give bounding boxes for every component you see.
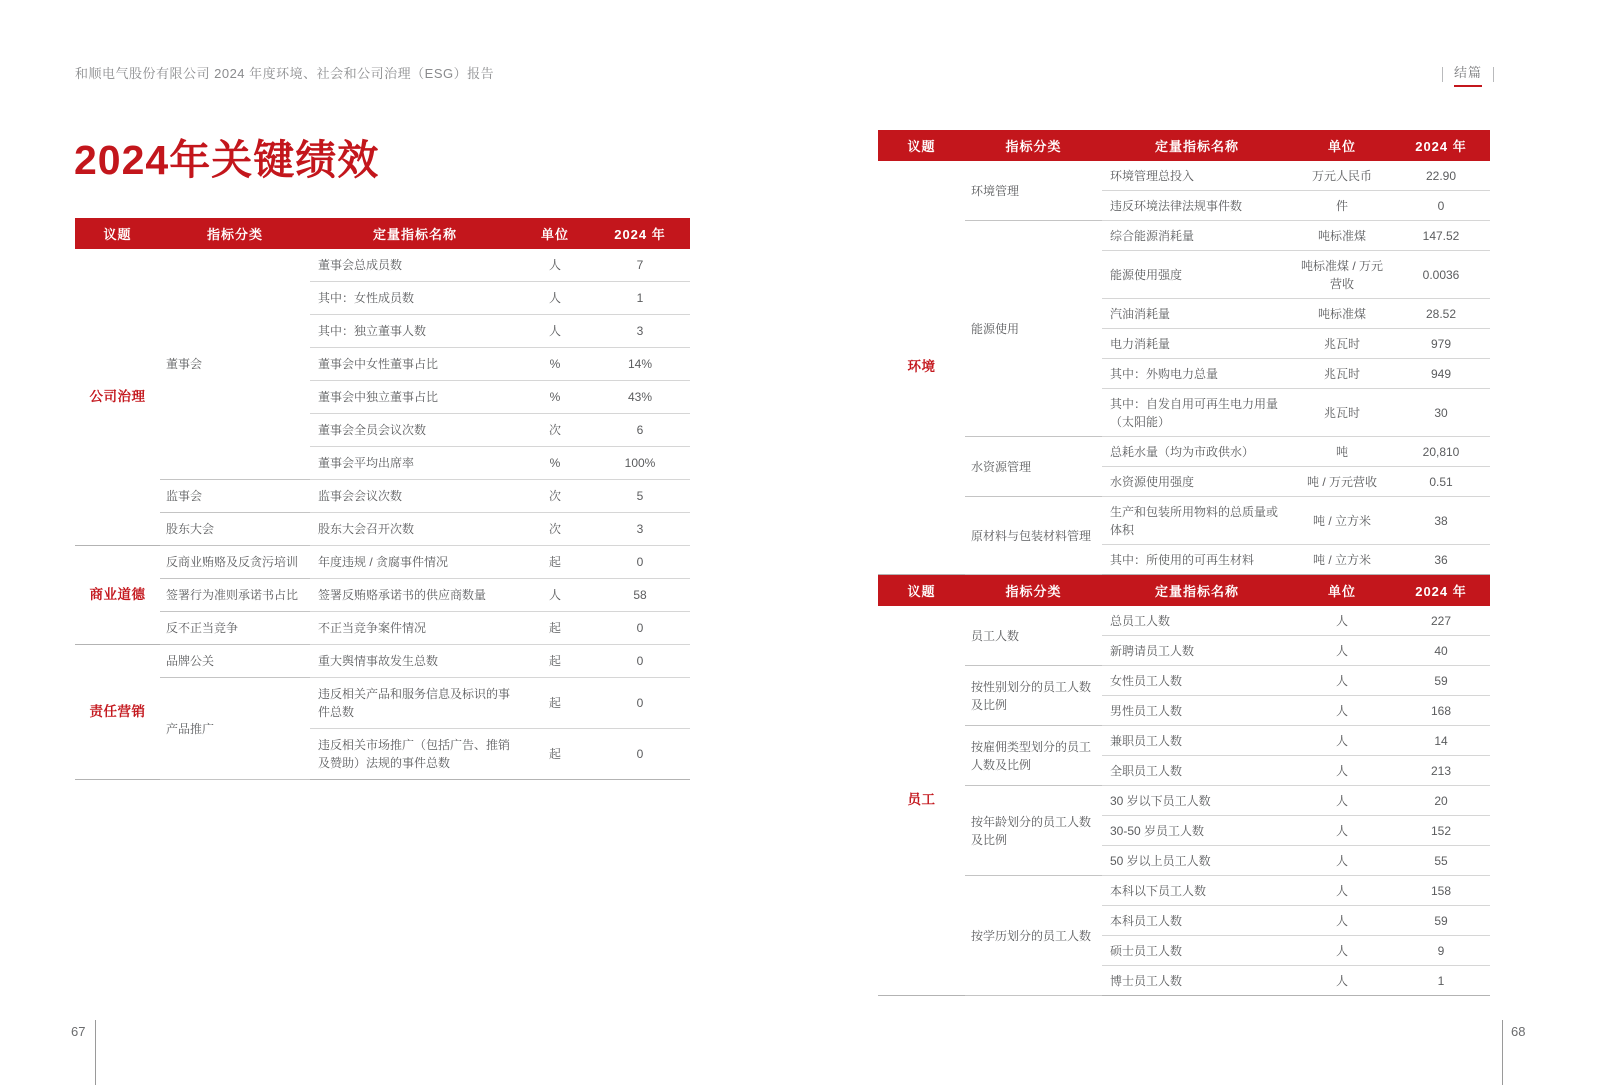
value-cell: 0.0036 — [1392, 251, 1490, 299]
indicator-name-cell: 其中：独立董事人数 — [310, 315, 520, 348]
value-cell: 1 — [590, 282, 690, 315]
indicator-name-cell: 汽油消耗量 — [1102, 299, 1292, 329]
category-cell: 能源使用 — [965, 221, 1102, 437]
unit-cell: 次 — [520, 480, 590, 513]
metric-row — [878, 876, 1490, 906]
value-cell: 43% — [590, 381, 690, 414]
column-header: 议题 — [75, 218, 160, 249]
indicator-name-cell: 新聘请员工人数 — [1102, 636, 1292, 666]
unit-cell: 人 — [1292, 786, 1392, 816]
governance-table — [75, 218, 690, 780]
page-title: 2024年关键绩效 — [74, 137, 380, 183]
page-number-right: 68 — [1511, 1024, 1526, 1039]
category-cell: 环境管理 — [965, 161, 1102, 221]
value-cell: 1 — [1392, 966, 1490, 996]
indicator-name-cell: 兼职员工人数 — [1102, 726, 1292, 756]
value-cell: 40 — [1392, 636, 1490, 666]
section-label: 结篇 — [1454, 62, 1482, 87]
column-header: 单位 — [1292, 575, 1392, 606]
value-cell: 168 — [1392, 696, 1490, 726]
column-header: 定量指标名称 — [310, 218, 520, 249]
value-cell: 6 — [590, 414, 690, 447]
topic-cell: 环境 — [878, 161, 965, 575]
metric-row — [75, 513, 690, 546]
column-header: 2024 年 — [590, 218, 690, 249]
category-cell: 按年龄划分的员工人数及比例 — [965, 786, 1102, 876]
metric-row — [878, 161, 1490, 191]
indicator-name-cell: 年度违规 / 贪腐事件情况 — [310, 546, 520, 579]
value-cell: 0.51 — [1392, 467, 1490, 497]
unit-cell: 起 — [520, 678, 590, 729]
category-cell: 品牌公关 — [160, 645, 310, 678]
indicator-name-cell: 综合能源消耗量 — [1102, 221, 1292, 251]
indicator-name-cell: 硕士员工人数 — [1102, 936, 1292, 966]
category-cell: 水资源管理 — [965, 437, 1102, 497]
unit-cell: 起 — [520, 645, 590, 678]
column-header: 定量指标名称 — [1102, 130, 1292, 161]
value-cell: 3 — [590, 513, 690, 546]
unit-cell: % — [520, 447, 590, 480]
value-cell: 55 — [1392, 846, 1490, 876]
category-cell: 产品推广 — [160, 678, 310, 780]
unit-cell: 起 — [520, 729, 590, 780]
metric-row — [75, 546, 690, 579]
indicator-name-cell: 生产和包装所用物料的总质量或体积 — [1102, 497, 1292, 545]
indicator-name-cell: 其中：所使用的可再生材料 — [1102, 545, 1292, 575]
indicator-name-cell: 监事会会议次数 — [310, 480, 520, 513]
unit-cell: 吨 / 立方米 — [1292, 497, 1392, 545]
value-cell: 0 — [590, 546, 690, 579]
topic-cell: 责任营销 — [75, 645, 160, 780]
indicator-name-cell: 董事会中独立董事占比 — [310, 381, 520, 414]
unit-cell: 次 — [520, 414, 590, 447]
value-cell: 58 — [590, 579, 690, 612]
indicator-name-cell: 违反环境法律法规事件数 — [1102, 191, 1292, 221]
category-cell: 反商业贿赂及反贪污培训 — [160, 546, 310, 579]
category-cell: 原材料与包装材料管理 — [965, 497, 1102, 575]
column-header: 2024 年 — [1392, 130, 1490, 161]
indicator-name-cell: 违反相关产品和服务信息及标识的事件总数 — [310, 678, 520, 729]
value-cell: 213 — [1392, 756, 1490, 786]
indicator-name-cell: 董事会中女性董事占比 — [310, 348, 520, 381]
right-column — [878, 130, 1490, 996]
unit-cell: 人 — [1292, 936, 1392, 966]
value-cell: 30 — [1392, 389, 1490, 437]
value-cell: 20,810 — [1392, 437, 1490, 467]
indicator-name-cell: 其中：自发自用可再生电力用量（太阳能） — [1102, 389, 1292, 437]
metric-row — [75, 249, 690, 282]
indicator-name-cell: 董事会平均出席率 — [310, 447, 520, 480]
category-cell: 员工人数 — [965, 606, 1102, 666]
column-header: 议题 — [878, 575, 965, 606]
value-cell: 158 — [1392, 876, 1490, 906]
metric-row — [878, 437, 1490, 467]
unit-cell: 次 — [520, 513, 590, 546]
value-cell: 9 — [1392, 936, 1490, 966]
divider-bar — [1442, 67, 1443, 82]
table-head — [75, 218, 690, 249]
unit-cell: 兆瓦时 — [1292, 389, 1392, 437]
metric-row — [75, 678, 690, 729]
environment-table — [878, 130, 1490, 575]
unit-cell: 兆瓦时 — [1292, 329, 1392, 359]
value-cell: 38 — [1392, 497, 1490, 545]
unit-cell: 起 — [520, 612, 590, 645]
indicator-name-cell: 30 岁以下员工人数 — [1102, 786, 1292, 816]
indicator-name-cell: 签署反贿赂承诺书的供应商数量 — [310, 579, 520, 612]
category-cell: 监事会 — [160, 480, 310, 513]
value-cell: 147.52 — [1392, 221, 1490, 251]
indicator-name-cell: 环境管理总投入 — [1102, 161, 1292, 191]
value-cell: 5 — [590, 480, 690, 513]
indicator-name-cell: 董事会总成员数 — [310, 249, 520, 282]
unit-cell: 吨 — [1292, 437, 1392, 467]
indicator-name-cell: 股东大会召开次数 — [310, 513, 520, 546]
column-header: 指标分类 — [965, 575, 1102, 606]
topic-cell: 员工 — [878, 606, 965, 996]
indicator-name-cell: 违反相关市场推广（包括广告、推销及赞助）法规的事件总数 — [310, 729, 520, 780]
governance-table-container — [75, 218, 690, 780]
unit-cell: 人 — [1292, 726, 1392, 756]
indicator-name-cell: 本科以下员工人数 — [1102, 876, 1292, 906]
indicator-name-cell: 能源使用强度 — [1102, 251, 1292, 299]
value-cell: 14 — [1392, 726, 1490, 756]
indicator-name-cell: 总耗水量（均为市政供水） — [1102, 437, 1292, 467]
category-cell: 按学历划分的员工人数 — [965, 876, 1102, 996]
value-cell: 0 — [590, 645, 690, 678]
unit-cell: 人 — [1292, 756, 1392, 786]
metric-row — [878, 497, 1490, 545]
unit-cell: 吨标准煤 / 万元营收 — [1292, 251, 1392, 299]
unit-cell: 起 — [520, 546, 590, 579]
column-header: 2024 年 — [1392, 575, 1490, 606]
value-cell: 22.90 — [1392, 161, 1490, 191]
value-cell: 0 — [1392, 191, 1490, 221]
category-cell: 股东大会 — [160, 513, 310, 546]
unit-cell: % — [520, 348, 590, 381]
unit-cell: 吨 / 立方米 — [1292, 545, 1392, 575]
value-cell: 36 — [1392, 545, 1490, 575]
unit-cell: 人 — [1292, 636, 1392, 666]
unit-cell: 人 — [1292, 876, 1392, 906]
indicator-name-cell: 不正当竞争案件情况 — [310, 612, 520, 645]
indicator-name-cell: 博士员工人数 — [1102, 966, 1292, 996]
table-body — [75, 249, 690, 780]
value-cell: 59 — [1392, 666, 1490, 696]
metric-row — [75, 612, 690, 645]
unit-cell: 人 — [1292, 666, 1392, 696]
section-marker — [1442, 62, 1494, 87]
header-row — [75, 218, 690, 249]
value-cell: 59 — [1392, 906, 1490, 936]
unit-cell: 吨标准煤 — [1292, 299, 1392, 329]
unit-cell: 人 — [1292, 816, 1392, 846]
value-cell: 3 — [590, 315, 690, 348]
employee-table — [878, 575, 1490, 996]
indicator-name-cell: 水资源使用强度 — [1102, 467, 1292, 497]
category-cell: 按雇佣类型划分的员工人数及比例 — [965, 726, 1102, 786]
table-body — [878, 161, 1490, 575]
table-head — [878, 130, 1490, 161]
value-cell: 14% — [590, 348, 690, 381]
metric-row — [75, 480, 690, 513]
value-cell: 28.52 — [1392, 299, 1490, 329]
metric-row — [878, 606, 1490, 636]
metric-row — [878, 726, 1490, 756]
metric-row — [878, 666, 1490, 696]
page-number-left: 67 — [71, 1024, 86, 1039]
table-head — [878, 575, 1490, 606]
topic-cell: 公司治理 — [75, 249, 160, 546]
corner-line-left — [95, 1020, 96, 1085]
indicator-name-cell: 男性员工人数 — [1102, 696, 1292, 726]
unit-cell: 人 — [1292, 966, 1392, 996]
unit-cell: 人 — [1292, 846, 1392, 876]
value-cell: 152 — [1392, 816, 1490, 846]
divider-bar — [1493, 67, 1494, 82]
topic-cell: 商业道德 — [75, 546, 160, 645]
value-cell: 100% — [590, 447, 690, 480]
indicator-name-cell: 重大舆情事故发生总数 — [310, 645, 520, 678]
value-cell: 0 — [590, 729, 690, 780]
value-cell: 979 — [1392, 329, 1490, 359]
indicator-name-cell: 其中：外购电力总量 — [1102, 359, 1292, 389]
corner-line-right — [1502, 1020, 1503, 1085]
report-header-text: 和顺电气股份有限公司 2024 年度环境、社会和公司治理（ESG）报告 — [75, 66, 495, 81]
value-cell: 0 — [590, 612, 690, 645]
indicator-name-cell: 电力消耗量 — [1102, 329, 1292, 359]
header-row — [878, 130, 1490, 161]
unit-cell: 件 — [1292, 191, 1392, 221]
unit-cell: 人 — [1292, 696, 1392, 726]
value-cell: 0 — [590, 678, 690, 729]
indicator-name-cell: 董事会全员会议次数 — [310, 414, 520, 447]
value-cell: 227 — [1392, 606, 1490, 636]
column-header: 定量指标名称 — [1102, 575, 1292, 606]
column-header: 单位 — [1292, 130, 1392, 161]
unit-cell: 万元人民币 — [1292, 161, 1392, 191]
indicator-name-cell: 全职员工人数 — [1102, 756, 1292, 786]
value-cell: 20 — [1392, 786, 1490, 816]
category-cell: 反不正当竞争 — [160, 612, 310, 645]
indicator-name-cell: 总员工人数 — [1102, 606, 1292, 636]
column-header: 指标分类 — [965, 130, 1102, 161]
unit-cell: 人 — [520, 579, 590, 612]
unit-cell: % — [520, 381, 590, 414]
category-cell: 按性别划分的员工人数及比例 — [965, 666, 1102, 726]
column-header: 单位 — [520, 218, 590, 249]
metric-row — [878, 221, 1490, 251]
metric-row — [878, 786, 1490, 816]
unit-cell: 兆瓦时 — [1292, 359, 1392, 389]
unit-cell: 人 — [520, 282, 590, 315]
unit-cell: 吨 / 万元营收 — [1292, 467, 1392, 497]
unit-cell: 人 — [1292, 606, 1392, 636]
column-header: 议题 — [878, 130, 965, 161]
unit-cell: 人 — [1292, 906, 1392, 936]
unit-cell: 人 — [520, 249, 590, 282]
indicator-name-cell: 50 岁以上员工人数 — [1102, 846, 1292, 876]
indicator-name-cell: 30-50 岁员工人数 — [1102, 816, 1292, 846]
indicator-name-cell: 其中：女性成员数 — [310, 282, 520, 315]
header-row — [878, 575, 1490, 606]
indicator-name-cell: 女性员工人数 — [1102, 666, 1292, 696]
table-body — [878, 606, 1490, 996]
metric-row — [75, 645, 690, 678]
metric-row — [75, 579, 690, 612]
indicator-name-cell: 本科员工人数 — [1102, 906, 1292, 936]
unit-cell: 人 — [520, 315, 590, 348]
column-header: 指标分类 — [160, 218, 310, 249]
value-cell: 949 — [1392, 359, 1490, 389]
unit-cell: 吨标准煤 — [1292, 221, 1392, 251]
category-cell: 董事会 — [160, 249, 310, 480]
category-cell: 签署行为准则承诺书占比 — [160, 579, 310, 612]
value-cell: 7 — [590, 249, 690, 282]
